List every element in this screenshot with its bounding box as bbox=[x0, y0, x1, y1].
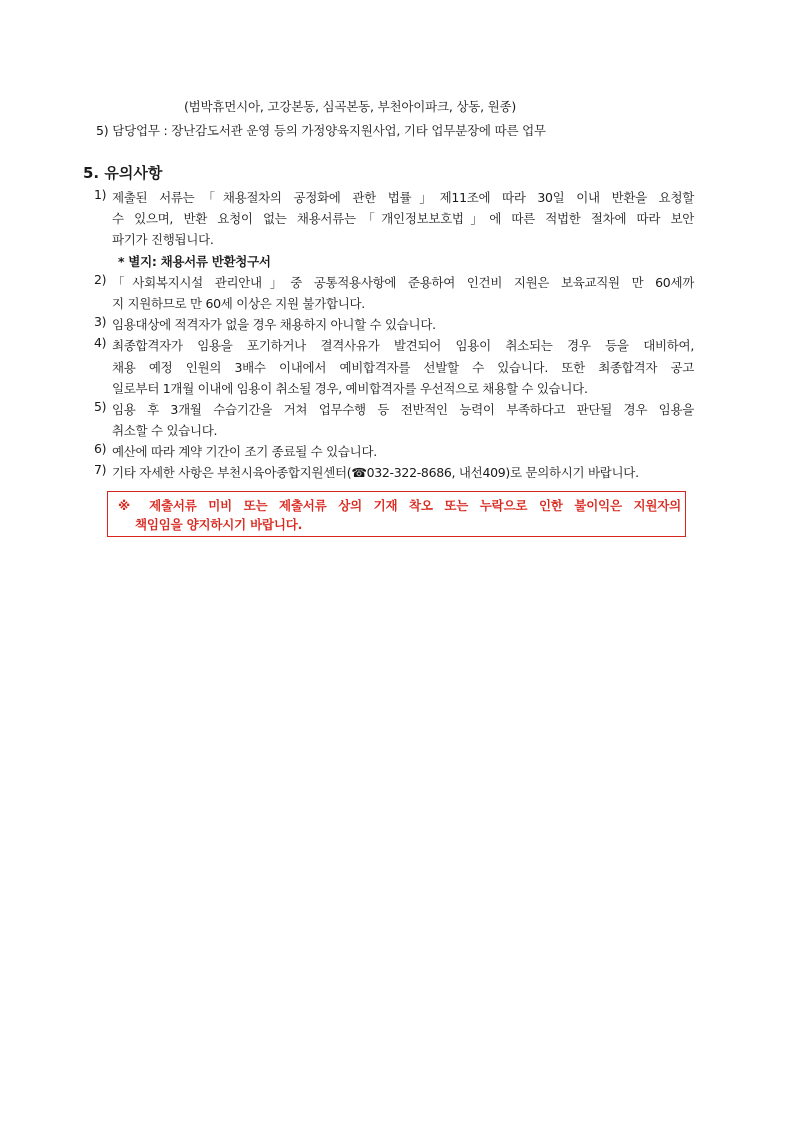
item-line: 기타 자세한 사항은 부천시육아종합지원센터(☎032-322-8686, 내선409)로 문의하시기 바랍니다. bbox=[112, 465, 639, 481]
item-line: 파기가 진행됩니다. bbox=[112, 232, 214, 248]
item-line: 「사회복지시설 관리안내」중 공통적용사항에 준용하여 인건비 지원은 보육교직원 만 60세까 bbox=[112, 274, 694, 290]
list-item bbox=[94, 399, 694, 441]
warning-box bbox=[107, 491, 686, 537]
section-heading: 5. 유의사항 bbox=[83, 164, 163, 182]
item-line: 취소할 수 있습니다. bbox=[112, 423, 218, 439]
list-item bbox=[94, 272, 694, 314]
item-line: 예산에 따라 계약 기간이 조기 종료될 수 있습니다. bbox=[112, 444, 377, 460]
item-line: 수 있으며, 반환 요청이 없는 채용서류는「개인정보보호법」에 따른 적법한 절차에 따라 보안 bbox=[112, 211, 694, 227]
attachment-note: * 별지: 채용서류 반환청구서 bbox=[118, 253, 271, 269]
warning-line: 책임임을 양지하시기 바랍니다. bbox=[135, 517, 303, 532]
duty-item-number: 5) bbox=[96, 123, 109, 138]
list-item bbox=[94, 462, 694, 483]
item-line: 임용 후 3개월 수습기간을 거쳐 업무수행 등 전반적인 능력이 부족하다고 판단될 경우 임용을 bbox=[112, 401, 694, 417]
item-line: 최종합격자가 임용을 포기하거나 결격사유가 발견되어 임용이 취소되는 경우 등을 대비하여, bbox=[112, 338, 694, 354]
item-number: 6) bbox=[94, 441, 107, 457]
item-number: 2) bbox=[94, 271, 107, 287]
duty-item bbox=[96, 121, 546, 139]
list-item bbox=[94, 187, 694, 272]
notice-list bbox=[94, 187, 694, 484]
list-item bbox=[94, 314, 694, 335]
item-line: 임용대상에 적격자가 없을 경우 채용하지 아니할 수 있습니다. bbox=[112, 317, 436, 333]
item-number: 3) bbox=[94, 314, 107, 330]
item-number: 7) bbox=[94, 462, 107, 478]
warning-line: ※ 제출서류 미비 또는 제출서류 상의 기재 착오 또는 누락으로 인한 불이익은 지원자의 bbox=[118, 498, 681, 513]
item-line: 지 지원하므로 만 60세 이상은 지원 불가합니다. bbox=[112, 295, 365, 311]
item-number: 5) bbox=[94, 398, 107, 414]
duty-item-text: 담당업무 : 장난감도서관 운영 등의 가정양육지원사업, 기타 업무분장에 따른 업무 bbox=[112, 123, 546, 138]
item-line: 제출된 서류는「채용절차의 공정화에 관한 법률」제11조에 따라 30일 이내 반환을 요청할 bbox=[112, 190, 694, 205]
list-item bbox=[94, 441, 694, 462]
item-number: 1) bbox=[94, 187, 107, 202]
item-line: 채용 예정 인원의 3배수 이내에서 예비합격자를 선발할 수 있습니다. 또한 최종합격자 공고 bbox=[112, 359, 694, 375]
item-number: 4) bbox=[94, 335, 107, 351]
previous-item-continuation: (범박휴먼시아, 고강본동, 심곡본동, 부천아이파크, 상동, 원종) bbox=[184, 99, 517, 114]
item-line: 일로부터 1개월 이내에 임용이 취소될 경우, 예비합격자를 우선적으로 채용할 수 있습니다. bbox=[112, 380, 588, 396]
list-item bbox=[94, 335, 694, 399]
